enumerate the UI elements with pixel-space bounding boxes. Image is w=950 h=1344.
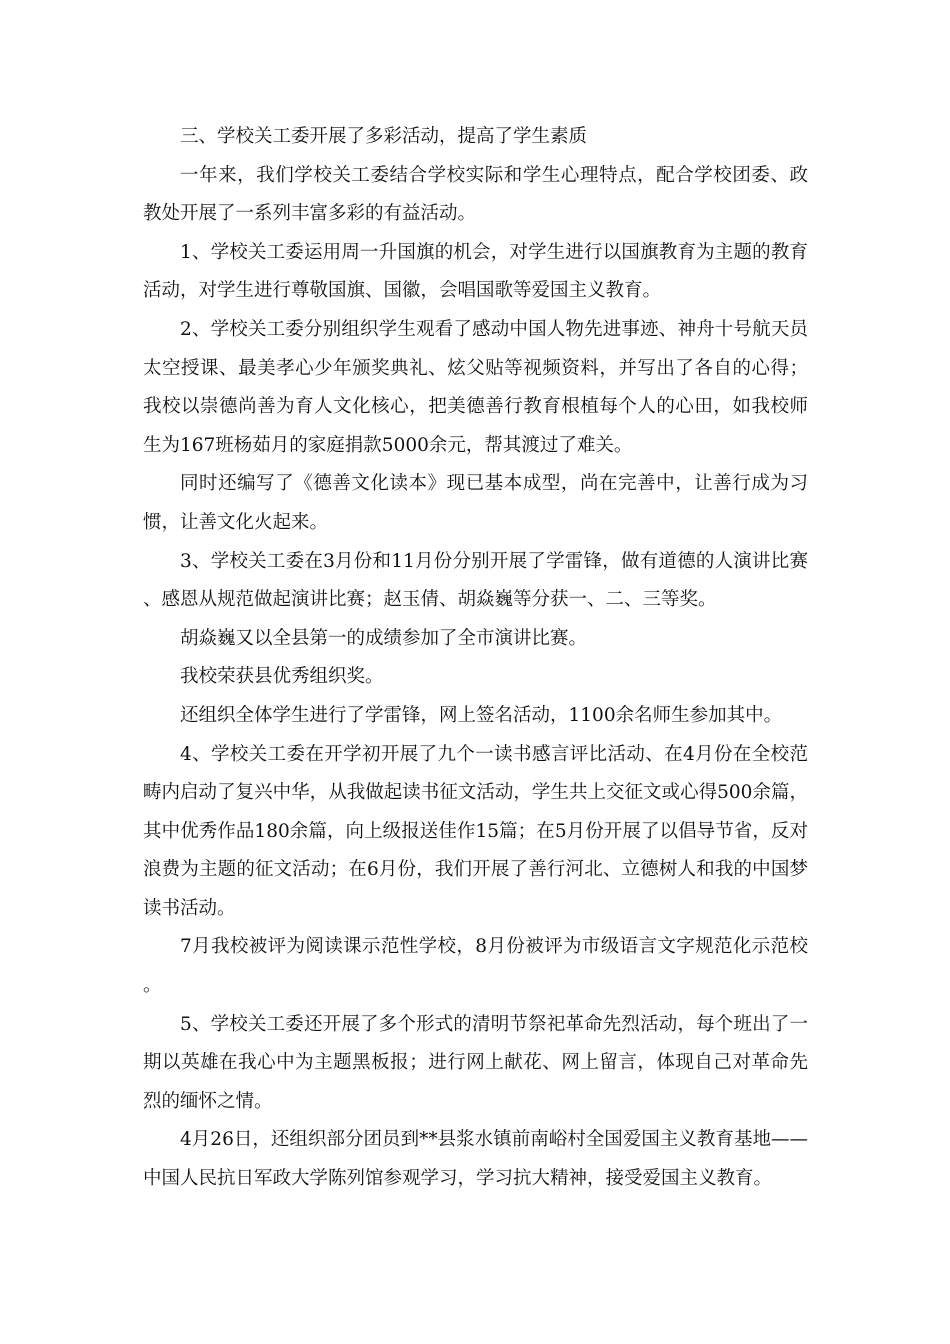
body-paragraph: 5、学校关工委还开展了多个形式的清明节祭祀革命先烈活动，每个班出了一期以英雄在我心中为主题黑板报；进行网上献花、网上留言，体现自己对革命先烈的缅怀之情。 (143, 1013, 808, 1112)
document-page (143, 118, 808, 1199)
body-paragraph: 一年来，我们学校关工委结合学校实际和学生心理特点，配合学校团委、政教处开展了一系列丰富多彩的有益活动。 (143, 164, 808, 225)
body-paragraph: 3、学校关工委在3月份和11月份分别开展了学雷锋，做有道德的人演讲比赛、感恩从规范做起演讲比赛；赵玉倩、胡焱巍等分获一、二、三等奖。 (143, 550, 808, 611)
body-paragraph: 7月我校被评为阅读课示范性学校，8月份被评为市级语言文字规范化示范校。 (143, 936, 808, 997)
body-paragraph: 同时还编写了《德善文化读本》现已基本成型，尚在完善中，让善行成为习惯，让善文化火起来。 (143, 473, 808, 533)
body-paragraph: 胡焱巍又以全县第一的成绩参加了全市演讲比赛。 (180, 627, 588, 649)
body-paragraph: 我校荣获县优秀组织奖。 (180, 666, 384, 688)
body-paragraph: 1、学校关工委运用周一升国旗的机会，对学生进行以国旗教育为主题的教育活动，对学生进行尊敬国旗、国徽，会唱国歌等爱国主义教育。 (143, 241, 808, 302)
body-paragraph: 4月26日，还组织部分团员到**县浆水镇前南峪村全国爱国主义教育基地——中国人民抗日军政大学陈列馆参观学习，学习抗大精神，接受爱国主义教育。 (143, 1129, 808, 1190)
body-paragraph: 4、学校关工委在开学初开展了九个一读书感言评比活动、在4月份在全校范畴内启动了复兴中华，从我做起读书征文活动，学生共上交征文或心得500余篇，其中优秀作品180余篇，向上级报送佳作15篇；在5月份开展了以倡导节省，反对浪费为主题的征文活动；在6月份，我们开展了善行河北、立德树人和我的中国梦读书活动。 (143, 743, 808, 919)
body-paragraph: 2、学校关工委分别组织学生观看了感动中国人物先进事迹、神舟十号航天员太空授课、最美孝心少年颁奖典礼、炫父贴等视频资料，并写出了各自的心得；我校以崇德尚善为育人文化核心，把美德善行教育根植每个人的心田，如我校师生为167班杨茹月的家庭捐款5000余元，帮其渡过了难关。 (143, 318, 808, 456)
body-paragraph: 还组织全体学生进行了学雷锋，网上签名活动，1100余名师生参加其中。 (180, 704, 783, 726)
section-heading: 三、学校关工委开展了多彩活动，提高了学生素质 (180, 126, 588, 147)
